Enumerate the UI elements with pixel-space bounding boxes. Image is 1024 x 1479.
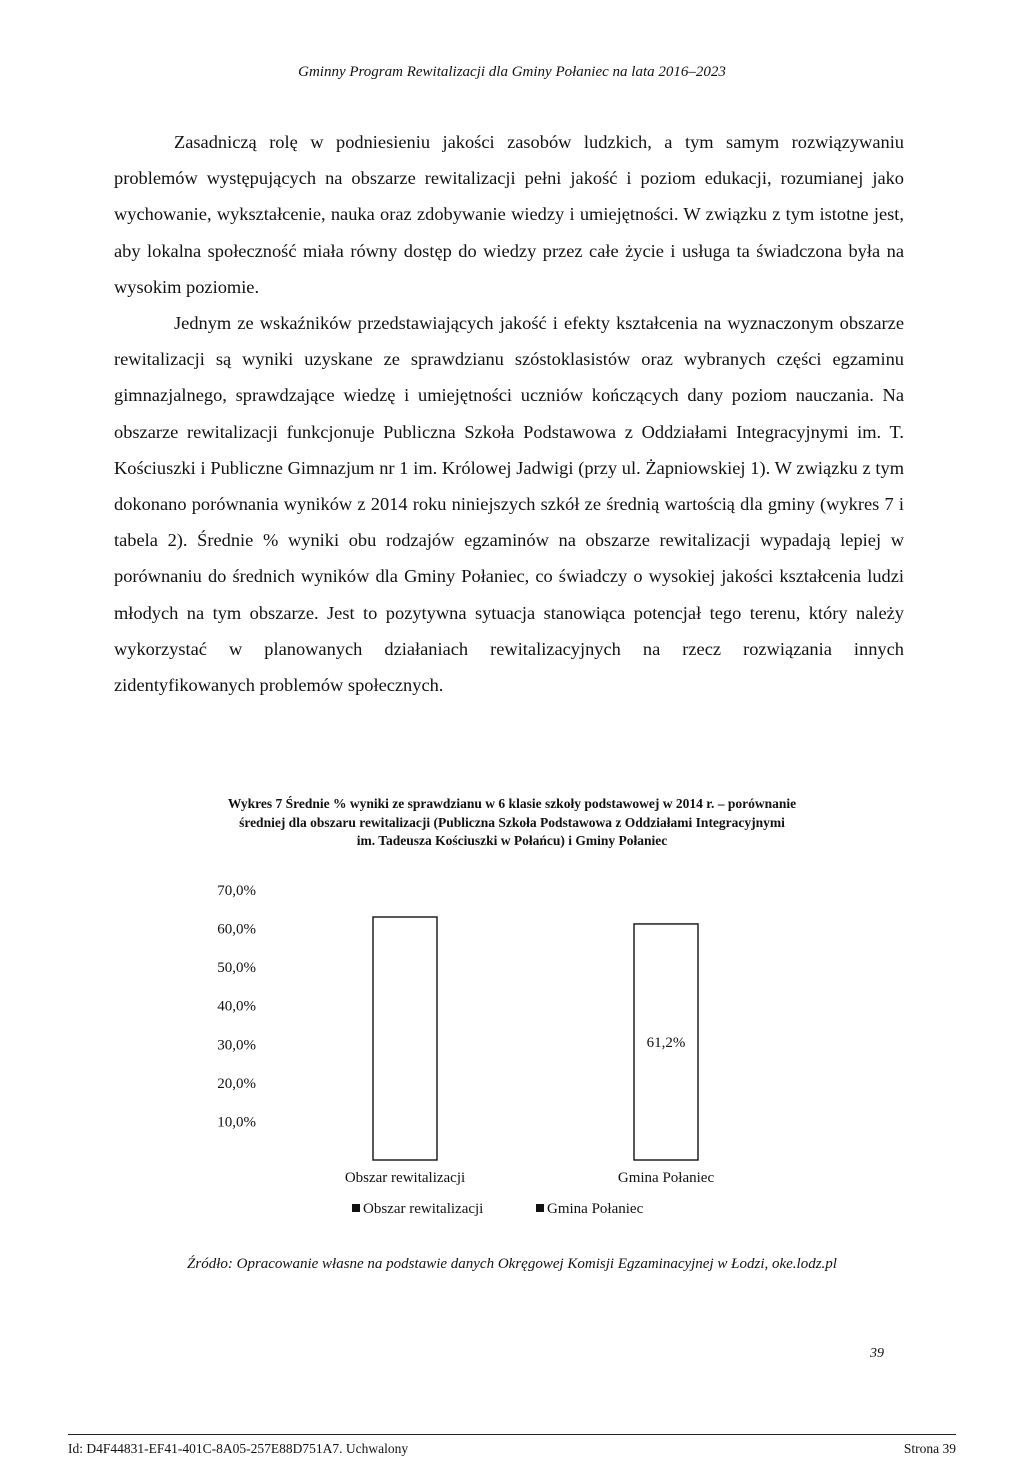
y-tick-label: 40,0%	[217, 998, 256, 1015]
y-tick-label: 10,0%	[217, 1114, 256, 1131]
paragraph-2: Jednym ze wskaźników przedstawiających jakość i efekty kształcenia na wyznaczonym obszarze rewitalizacji są wyniki uzyskane ze sprawdzianu szóstoklasistów oraz wybranych części egzaminu gimnazjalnego, sprawdzające wiedzę i umiejętności uczniów kończących dany poziom nauczania. Na obszarze rewitalizacji funkcjonuje Publiczna Szkoła Podstawowa z Oddziałami Integracyjnymi im. T. Kościuszki i Publiczne Gimnazjum nr 1 im. Królowej Jadwigi (przy ul. Żapniowskiej 1). W związku z tym dokonano porównania wyników z 2014 roku niniejszych szkół ze średnią wartością dla gminy (wykres 7 i tabela 2). Średnie % wyniki obu rodzajów egzaminów na obszarze rewitalizacji wypadają lepiej w porównaniu do średnich wyników dla Gminy Połaniec, co świadczy o wysokiej jakości kształcenia ludzi młodych na tym obszarze. Jest to pozytywna sytuacja stanowiąca potencjał tego terenu, który należy wykorzystać w planowanych działaniach rewitalizacyjnych na rzecz rozwiązania innych zidentyfikowanych problemów społecznych.	[114, 313, 904, 696]
footer-id: Id: D4F44831-EF41-401C-8A05-257E88D751A7. Uchwalony	[68, 1441, 409, 1456]
chart-caption-line-1: Wykres 7 Średnie % wyniki ze sprawdzianu w 6 klasie szkoły podstawowej w 2014 r. – porównanie	[227, 796, 797, 811]
legend-marker	[536, 1204, 544, 1212]
legend-marker	[352, 1204, 360, 1212]
x-category-label: Obszar rewitalizacji	[344, 1170, 466, 1186]
chart-caption-line-2: średniej dla obszaru rewitalizacji (Publiczna Szkoła Podstawowa z Oddziałami Integracyjnymi	[239, 814, 785, 830]
chart-caption-line-3: im. Tadeusza Kościuszki w Połańcu) i Gminy Połaniec	[356, 833, 668, 848]
footer-page: Strona 39	[903, 1441, 956, 1456]
y-tick-label: 70,0%	[217, 883, 256, 899]
footer-divider	[68, 1434, 956, 1435]
paragraph-1: Zasadniczą rolę w podniesieniu jakości zasobów ludzkich, a tym samym rozwiązywaniu problemów występujących na obszarze rewitalizacji pełni jakość i poziom edukacji, rozumianej jako wychowanie, wykształcenie, nauka oraz zdobywanie wiedzy i umiejętności. W związku z tym istotne jest, aby lokalna społeczność miała równy dostęp do wiedzy przez całe życie i usługa ta świadczona była na wysokim poziomie.	[114, 132, 904, 297]
source-note: Źródło: Opracowanie własne na podstawie danych Okręgowej Komisji Egzaminacyjnej w Łodzi, oke.lodz.pl	[187, 1256, 837, 1272]
x-category-label: Gmina Połaniec	[617, 1170, 715, 1186]
y-tick-label: 60,0%	[217, 921, 256, 938]
page-number: 39	[870, 1346, 884, 1361]
y-tick-label: 50,0%	[217, 960, 256, 977]
legend-label: Gmina Połaniec	[547, 1201, 644, 1217]
data-label: 61,2%	[646, 1034, 686, 1051]
y-tick-label: 20,0%	[217, 1075, 256, 1092]
bar-0	[373, 917, 437, 1160]
running-header: Gminny Program Rewitalizacji dla Gminy Połaniec na lata 2016–2023	[298, 64, 726, 80]
legend-label: Obszar rewitalizacji	[363, 1201, 484, 1217]
y-tick-label: 30,0%	[217, 1037, 256, 1054]
